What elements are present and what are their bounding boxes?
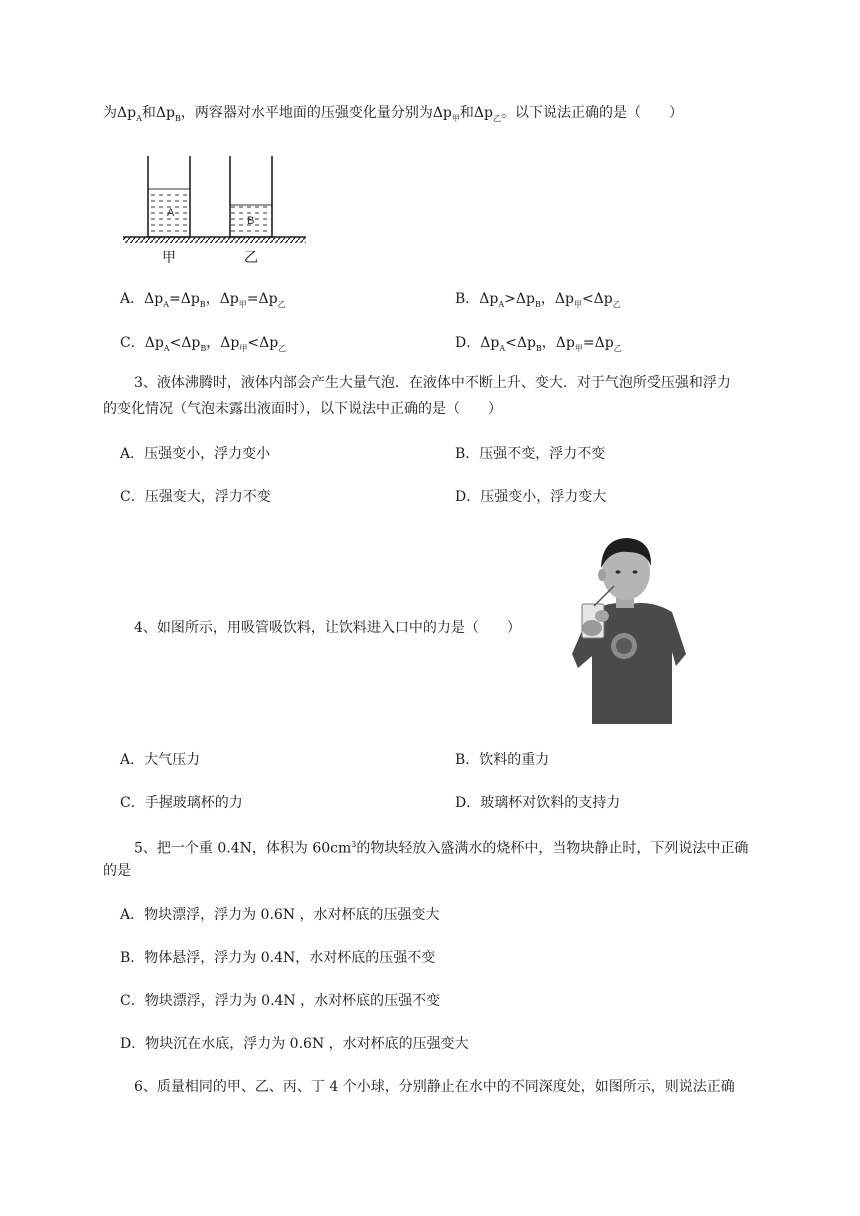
q2-stem-text: 和Δp: [141, 105, 175, 121]
q2-option-c[interactable]: C．$\Delta p_A<\Delta p_B$，$\Delta p_甲<\Delta p_乙$: [120, 335, 287, 353]
q6-stem-line1: 6、质量相同的甲、乙、丙、丁 4 个小球，分别静止在水中的不同深度处，如图所示，则说法正确: [134, 1079, 735, 1095]
q2-option-d[interactable]: D．$\Delta p_A<\Delta p_B$，$\Delta p_甲=\Delta p_乙$: [455, 335, 622, 353]
q2-stem-text: 和Δp: [459, 105, 493, 121]
q4-stem: 4、如图所示，用吸管吸饮料，让饮料进入口中的力是（ ）: [134, 620, 521, 636]
q5-option-c[interactable]: C．物块漂浮，浮力为 0.4N ，水对杯底的压强不变: [120, 993, 441, 1009]
q2-option-a[interactable]: A．$\Delta p_A=\Delta p_B$，$\Delta p_甲=\Delta p_乙$: [120, 291, 286, 309]
q4-option-c[interactable]: C．手握玻璃杯的力: [120, 795, 243, 811]
q5-option-b[interactable]: B．物体悬浮，浮力为 0.4N，水对杯底的压强不变: [120, 950, 436, 966]
q4-option-a[interactable]: A．大气压力: [120, 752, 201, 768]
q2-stem-sub: A: [136, 113, 142, 123]
q2-stem-text: 。以下说法正确的是（ ）: [500, 105, 683, 121]
q3-stem-line2: 的变化情况（气泡未露出液面时），以下说法中正确的是（ ）: [103, 401, 502, 417]
q2-stem-text: ，两容器对水平地面的压强变化量分别为Δp: [180, 105, 452, 121]
label-jia: 甲: [162, 250, 176, 266]
liquid-a-label: A: [167, 207, 175, 219]
q5-option-d[interactable]: D．物块沉在水底，浮力为 0.6N ，水对杯底的压强变大: [120, 1036, 469, 1052]
q5-stem-line1: 5、把一个重 0.4N，体积为 $60cm^3$的物块轻放入盛满水的烧杯中，当物块静止时，下列说法中正确: [134, 840, 749, 857]
liquid-b-label: B: [247, 215, 255, 227]
q5-option-a[interactable]: A．物块漂浮，浮力为 0.6N ，水对杯底的压强变大: [120, 907, 440, 923]
q3-option-d[interactable]: D．压强变小，浮力变大: [455, 489, 607, 505]
q4-option-d[interactable]: D．玻璃杯对饮料的支持力: [455, 795, 621, 811]
container-yi: [230, 156, 272, 237]
q2-stem-sub: 乙: [492, 113, 501, 123]
q2-stem-tail: [103, 103, 683, 129]
q2-option-b[interactable]: B．$\Delta p_A>\Delta p_B$，$\Delta p_甲<\Delta p_乙$: [455, 291, 621, 309]
ground-hatch: [123, 237, 306, 243]
q2-stem-text: 为Δp: [103, 105, 137, 121]
boy-drinking-photo: [568, 528, 693, 724]
q3-option-a[interactable]: A．压强变小，浮力变小: [120, 446, 271, 462]
q3-option-b[interactable]: B．压强不变，浮力不变: [455, 446, 606, 462]
q3-stem-line1: 3、液体沸腾时，液体内部会产生大量气泡．在液体中不断上升、变大．对于气泡所受压强和浮力: [134, 375, 731, 391]
label-yi: 乙: [244, 250, 258, 266]
q2-stem-sub: B: [174, 113, 181, 123]
q4-option-b[interactable]: B．饮料的重力: [455, 752, 550, 768]
q3-option-c[interactable]: C．压强变大，浮力不变: [120, 489, 271, 505]
two-containers-figure: [118, 150, 318, 270]
container-jia: [148, 156, 190, 237]
q5-stem-line2: 的是: [103, 863, 131, 879]
q2-stem-sub: 甲: [451, 113, 460, 123]
